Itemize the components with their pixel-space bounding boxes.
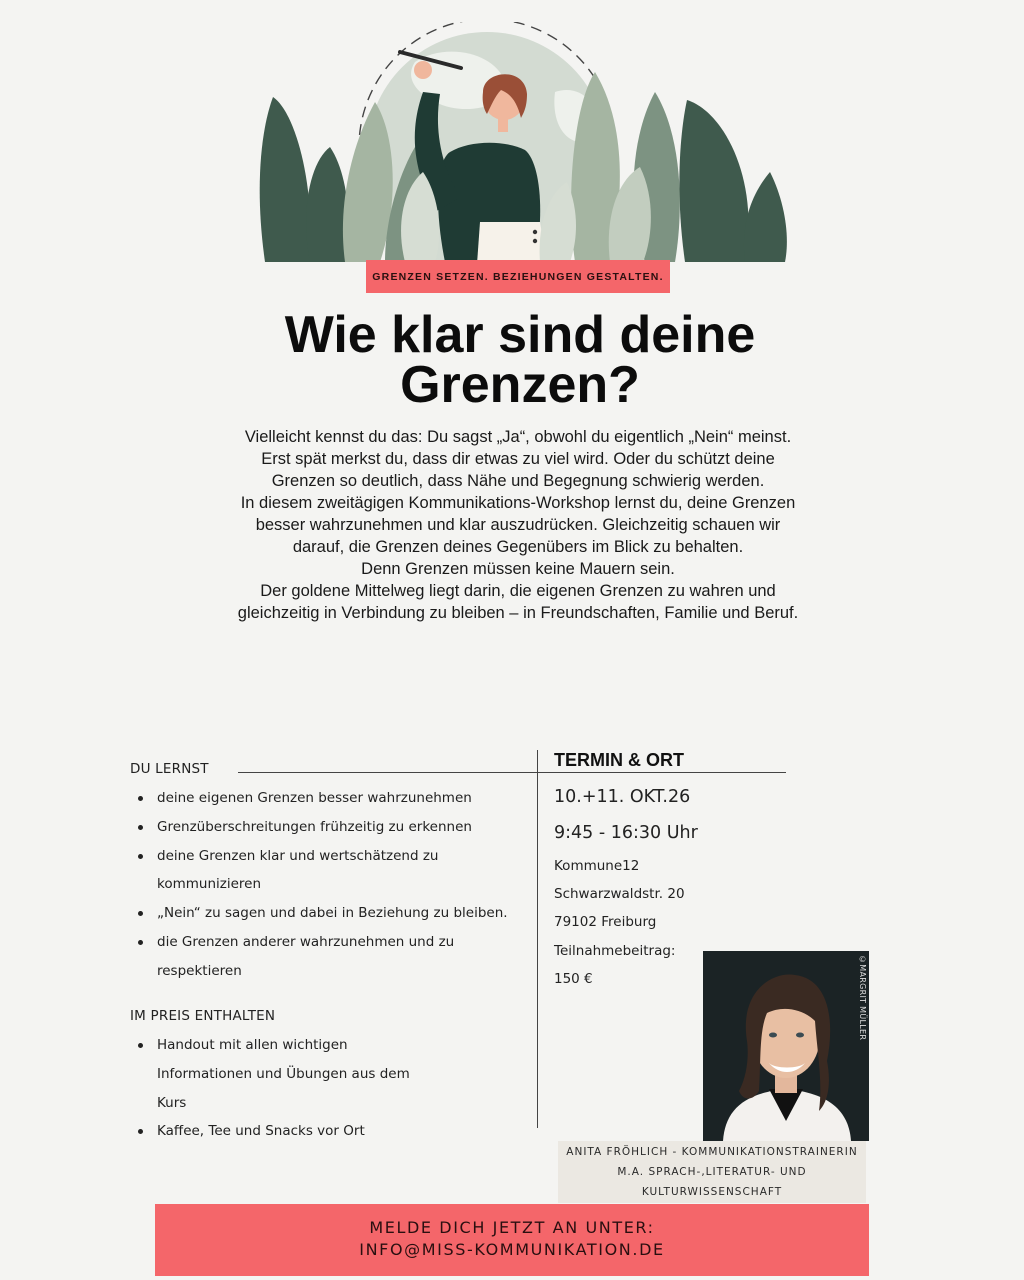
- tagline-badge: GRENZEN SETZEN. BEZIEHUNGEN GESTALTEN.: [366, 260, 670, 293]
- signup-text: MELDE DICH JETZT AN UNTER:: [369, 1218, 655, 1237]
- hero-illustration: [255, 22, 795, 264]
- title-line-2: Grenzen?: [400, 356, 640, 414]
- learn-section-label: DU LERNST: [130, 761, 209, 777]
- intro-paragraph: Vielleicht kennst du das: Du sagst „Ja“, obwohl du eigentlich „Nein“ meinst. Erst spät merkst du, dass dir etwas zu viel wird. Oder du schützt deine Grenzen so deutlich, dass Nähe und Begegnung schwierig werden.: [244, 428, 792, 490]
- intro-paragraph: Der goldene Mittelweg liegt darin, die eigenen Grenzen zu wahren und gleichzeitig in Verbindung zu bleiben – in Freundschaften, Familie und Beruf.: [237, 582, 799, 622]
- list-item: die Grenzen anderer wahrzunehmen und zu respektieren: [130, 928, 477, 986]
- signup-email-link[interactable]: INFO@MISS-KOMMUNIKATION.DE: [359, 1240, 665, 1259]
- column-divider: [537, 750, 538, 1128]
- trainer-degree-cont: KULTURWISSENSCHAFT: [641, 1186, 783, 1198]
- intro-paragraph: In diesem zweitägigen Kommunikations-Workshop lernst du, deine Grenzen besser wahrzunehmen und klar auszudrücken. Gleichzeitig schauen wir darauf, die Grenzen deines Gegenübers im Blick zu behalten.: [240, 494, 796, 556]
- list-item: Kaffee, Tee und Snacks vor Ort: [130, 1117, 430, 1146]
- list-item: Handout mit allen wichtigen Informationen und Übungen aus dem Kurs: [130, 1031, 422, 1117]
- event-date: 10.+11. OKT.26: [554, 787, 691, 807]
- fee-value: 150 €: [554, 970, 593, 987]
- trainer-caption: [558, 1141, 866, 1203]
- learn-list: [130, 784, 530, 986]
- leaf-dark-left: [260, 97, 311, 262]
- title-line-1: Wie klar sind deine: [284, 306, 756, 364]
- trainer-photo: [703, 951, 869, 1141]
- photo-credit: ©MARGRIT MÜLLER: [858, 955, 867, 1041]
- event-time: 9:45 - 16:30 Uhr: [554, 823, 698, 843]
- list-item: deine Grenzen klar und wertschätzend zu kommunizieren: [130, 842, 457, 900]
- fee-label: Teilnahmebeitrag:: [554, 942, 676, 959]
- portrait-illustration: [703, 951, 869, 1141]
- intro-paragraph: Denn Grenzen müssen keine Mauern sein.: [361, 560, 675, 578]
- included-list: [130, 1031, 430, 1146]
- list-item: „Nein“ zu sagen und dabei in Beziehung zu bleiben.: [130, 899, 530, 928]
- termin-heading: TERMIN & ORT: [554, 750, 684, 770]
- event-location: [554, 852, 685, 993]
- venue-street: Schwarzwaldstr. 20: [554, 886, 685, 903]
- trainer-name-title: ANITA FRÖHLICH - KOMMUNIKATIONSTRAINERIN: [566, 1146, 858, 1158]
- list-item: Grenzüberschreitungen frühzeitig zu erkennen: [130, 813, 530, 842]
- list-item: deine eigenen Grenzen besser wahrzunehmen: [130, 784, 530, 813]
- included-section-label: IM PREIS ENTHALTEN: [130, 1008, 276, 1024]
- intro-text: [232, 426, 804, 624]
- trainer-degree: M.A. SPRACH-,LITERATUR- UND: [617, 1166, 807, 1178]
- venue-name: Kommune12: [554, 858, 640, 874]
- section-divider: [238, 772, 786, 773]
- page-title: [200, 306, 840, 414]
- leaf-dark-right: [679, 100, 748, 262]
- venue-city: 79102 Freiburg: [554, 914, 657, 931]
- signup-banner: [155, 1204, 869, 1276]
